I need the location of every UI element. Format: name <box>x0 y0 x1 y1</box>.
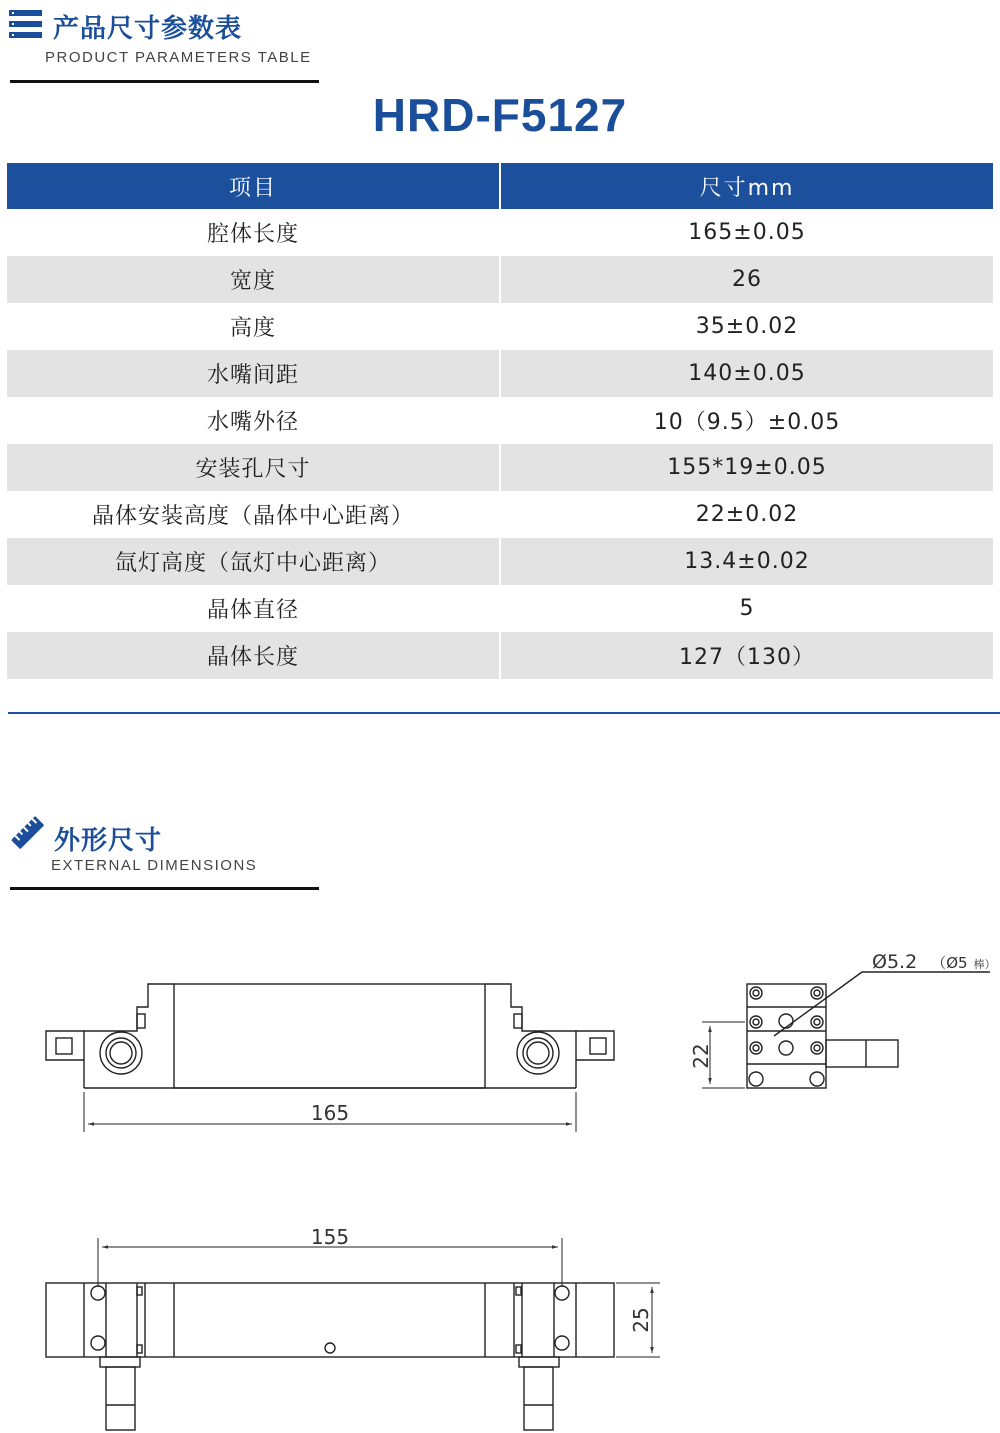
dims-section-header <box>0 808 330 898</box>
list-icon <box>9 10 42 44</box>
table-row <box>7 256 993 303</box>
front-length-dimension <box>84 1092 576 1132</box>
table-row <box>7 538 993 585</box>
row-value: 35±0.02 <box>695 314 799 339</box>
row-label: 水嘴间距 <box>7 350 501 397</box>
dims-section-subtitle: EXTERNAL DIMENSIONS <box>51 857 258 874</box>
row-value: 5 <box>739 596 755 621</box>
table-row <box>7 491 993 538</box>
row-label: 晶体直径 <box>7 585 501 632</box>
bottom-height-dimension <box>616 1283 660 1357</box>
row-label: 氙灯高度（氙灯中心距离） <box>7 538 501 585</box>
section-divider <box>8 712 1000 714</box>
side-height-label: 22 <box>689 1043 713 1069</box>
table-row <box>7 632 993 679</box>
side-height-dimension <box>702 1022 745 1088</box>
model-title: HRD-F5127 <box>372 89 628 141</box>
row-label: 高度 <box>7 303 501 350</box>
side-diameter-main: Ø5.2 <box>872 951 918 973</box>
row-label: 晶体安装高度（晶体中心距离） <box>7 491 501 538</box>
row-value: 140±0.05 <box>501 350 993 397</box>
side-diameter-label <box>872 951 996 973</box>
row-label: 宽度 <box>7 256 501 303</box>
row-value: 22±0.02 <box>695 502 799 527</box>
table-header-row <box>7 163 993 209</box>
params-section-rule <box>10 80 319 83</box>
row-value: 26 <box>501 256 993 303</box>
dims-section-rule <box>10 887 319 890</box>
row-value: 10（9.5）±0.05 <box>653 410 841 435</box>
row-label: 晶体长度 <box>7 632 501 679</box>
table-row <box>7 350 993 397</box>
header-item: 项目 <box>7 163 501 209</box>
row-value: 127（130） <box>501 632 993 679</box>
bottom-length-dimension <box>98 1238 562 1287</box>
row-value: 165±0.05 <box>688 220 806 245</box>
params-section-title: 产品尺寸参数表 <box>53 14 243 44</box>
bottom-length-label: 155 <box>310 1225 350 1249</box>
row-label: 腔体长度 <box>7 209 501 256</box>
table-row <box>7 444 993 491</box>
bottom-view <box>46 1283 614 1430</box>
params-section-subtitle: PRODUCT PARAMETERS TABLE <box>45 49 312 66</box>
side-view <box>747 972 990 1088</box>
front-length-label: 165 <box>310 1101 350 1125</box>
row-value: 13.4±0.02 <box>501 538 993 585</box>
table-row <box>7 209 993 256</box>
row-label: 水嘴外径 <box>7 397 501 444</box>
table-row <box>7 585 993 632</box>
dims-section-title: 外形尺寸 <box>54 826 163 856</box>
side-diameter-alt: （Ø5 <box>931 954 968 972</box>
front-view <box>46 984 614 1088</box>
row-label: 安装孔尺寸 <box>7 444 501 491</box>
params-section-header <box>0 0 330 90</box>
header-size: 尺寸mm <box>501 163 993 209</box>
table-row <box>7 303 993 350</box>
table-row <box>7 397 993 444</box>
side-diameter-note: 棒） <box>973 958 996 971</box>
params-table <box>7 163 993 679</box>
row-value: 155*19±0.05 <box>501 444 993 491</box>
bottom-height-label: 25 <box>629 1307 653 1333</box>
ruler-icon <box>9 814 47 856</box>
